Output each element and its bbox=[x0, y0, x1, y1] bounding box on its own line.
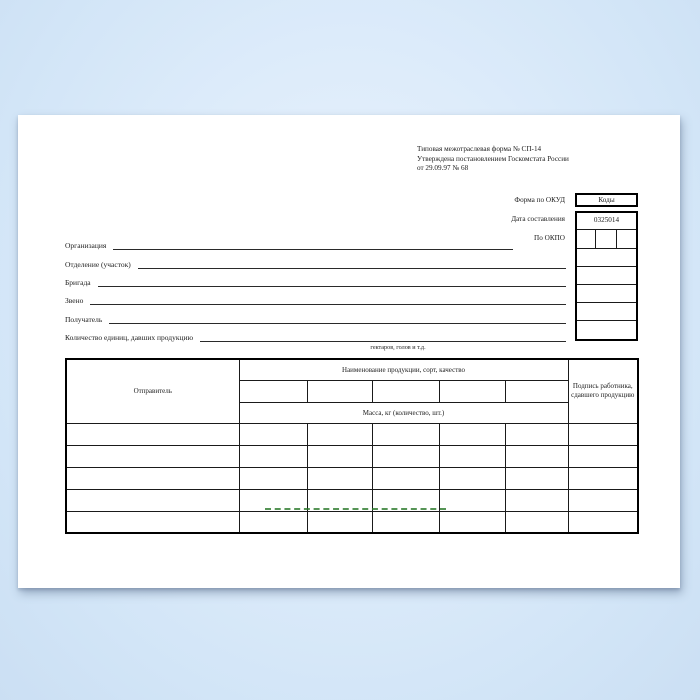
table-row bbox=[66, 445, 638, 467]
body-cell bbox=[439, 489, 505, 511]
body-cell bbox=[439, 467, 505, 489]
table-row bbox=[66, 467, 638, 489]
body-cell bbox=[307, 423, 372, 445]
field-link bbox=[65, 292, 566, 305]
field-organization bbox=[65, 237, 513, 250]
product-subcolumn-cell bbox=[439, 380, 505, 402]
body-cell bbox=[239, 511, 307, 533]
product-subcolumn-cell bbox=[239, 380, 307, 402]
codes-header-box: Коды bbox=[575, 193, 638, 207]
field-receiver-label: Получатель bbox=[65, 315, 103, 324]
code-empty-cell bbox=[577, 285, 636, 303]
product-subcolumn-cell bbox=[307, 380, 372, 402]
body-cell bbox=[505, 445, 568, 467]
body-cell bbox=[568, 511, 638, 533]
body-cell bbox=[568, 445, 638, 467]
okpo-cell-2 bbox=[596, 230, 617, 248]
header-product-name: Наименование продукции, сорт, качество bbox=[239, 359, 568, 380]
form-note-line-1: Типовая межотраслевая форма № СП-14 bbox=[417, 145, 542, 153]
body-cell bbox=[372, 445, 439, 467]
field-brigade bbox=[65, 274, 566, 287]
body-cell bbox=[372, 423, 439, 445]
field-organization-label: Организация bbox=[65, 241, 107, 250]
field-link-line bbox=[90, 291, 566, 305]
header-sender: Отправитель bbox=[66, 359, 239, 423]
field-receiver bbox=[65, 311, 566, 324]
body-cell bbox=[505, 511, 568, 533]
body-cell bbox=[307, 511, 372, 533]
table-row bbox=[66, 511, 638, 533]
body-cell bbox=[307, 467, 372, 489]
body-cell bbox=[505, 423, 568, 445]
body-cell bbox=[66, 489, 239, 511]
body-cell bbox=[439, 511, 505, 533]
okpo-cell-1 bbox=[577, 230, 596, 248]
header-mass: Масса, кг (количество, шт.) bbox=[239, 402, 568, 423]
body-cell bbox=[505, 489, 568, 511]
field-department bbox=[65, 256, 566, 269]
body-cell bbox=[372, 467, 439, 489]
body-cell bbox=[66, 467, 239, 489]
product-subcolumn-cell bbox=[505, 380, 568, 402]
field-units-count-label: Количество единиц, давших продукцию bbox=[65, 333, 194, 342]
body-cell bbox=[239, 445, 307, 467]
header-signature: Подпись работника, сдавшего продукцию bbox=[568, 359, 638, 423]
code-empty-cell bbox=[577, 249, 636, 267]
body-cell bbox=[307, 445, 372, 467]
field-link-label: Звено bbox=[65, 296, 84, 305]
okpo-label: По ОКПО bbox=[534, 234, 565, 242]
field-organization-line bbox=[113, 236, 513, 250]
units-hint: гектаров, голов и т.д. bbox=[370, 344, 426, 351]
code-empty-cell bbox=[577, 321, 636, 339]
table-row bbox=[66, 423, 638, 445]
body-cell bbox=[568, 467, 638, 489]
form-note-line-3: от 29.09.97 № 68 bbox=[417, 164, 469, 173]
code-empty-cell bbox=[577, 267, 636, 285]
body-cell bbox=[66, 445, 239, 467]
field-department-label: Отделение (участок) bbox=[65, 260, 131, 269]
product-subcolumn-cell bbox=[372, 380, 439, 402]
form-note-line-2: Утверждена постановлением Госкомстата России bbox=[417, 154, 569, 163]
body-cell bbox=[568, 423, 638, 445]
field-brigade-line bbox=[98, 273, 566, 287]
code-empty-cell bbox=[577, 303, 636, 321]
body-cell bbox=[239, 423, 307, 445]
body-cell bbox=[372, 511, 439, 533]
field-units-count bbox=[65, 329, 566, 342]
body-cell bbox=[439, 423, 505, 445]
body-cell bbox=[66, 423, 239, 445]
body-cell bbox=[239, 467, 307, 489]
body-cell bbox=[568, 489, 638, 511]
okud-label: Форма по ОКУД bbox=[514, 196, 565, 204]
field-brigade-label: Бригада bbox=[65, 278, 91, 287]
form-approval-note bbox=[417, 145, 642, 174]
okud-code-cell: 0325014 bbox=[577, 213, 636, 230]
body-cell bbox=[66, 511, 239, 533]
field-department-line bbox=[138, 255, 566, 269]
codes-box bbox=[575, 211, 638, 341]
green-watermark-line bbox=[265, 508, 446, 510]
body-cell bbox=[439, 445, 505, 467]
body-cell bbox=[505, 467, 568, 489]
document-page bbox=[18, 115, 680, 588]
okpo-cell-3 bbox=[617, 230, 636, 248]
field-units-count-line bbox=[200, 328, 566, 342]
field-receiver-line bbox=[109, 310, 566, 324]
okpo-code-cells bbox=[577, 230, 636, 249]
date-label: Дата составления bbox=[511, 215, 565, 223]
